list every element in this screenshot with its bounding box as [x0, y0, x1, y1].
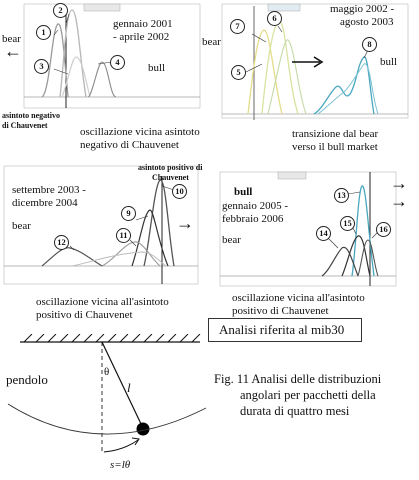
p4-period-line2: febbraio 2006: [222, 213, 284, 225]
p3-period-line1: settembre 2003 -: [12, 184, 86, 196]
marker-10: 10: [172, 184, 187, 199]
p3-period-line2: dicembre 2004: [12, 197, 78, 209]
marker-8: 8: [362, 37, 377, 52]
p4-bull-label: bull: [234, 186, 253, 198]
pendulum-label: pendolo: [6, 372, 48, 387]
marker-14: 14: [316, 226, 331, 241]
pendulum-bob: [137, 423, 150, 436]
marker-7: 7: [230, 19, 245, 34]
note-box: [208, 318, 362, 342]
p1-asymptote-line1: asintoto negativo: [2, 111, 60, 120]
p3-right-arrow: →: [176, 213, 194, 233]
marker-9: 9: [121, 206, 136, 221]
p3-caption-line1: oscillazione vicina all'asintoto: [36, 296, 169, 308]
p3-asymptote-line1: asintoto positivo di: [138, 163, 203, 172]
marker-3: 3: [34, 59, 49, 74]
p2-period-line1: maggio 2002 -: [330, 3, 395, 15]
marker-5: 5: [231, 65, 246, 80]
marker-15: 15: [340, 216, 355, 231]
theta-label: θ: [104, 366, 110, 378]
p1-bull-label: bull: [148, 62, 166, 74]
p1-period-line1: gennaio 2001: [113, 18, 173, 30]
p1-bear-label: bear: [2, 33, 21, 45]
p1-left-arrow: ←: [4, 41, 22, 61]
p4-caption-line2: positivo di Chauvenet: [232, 305, 329, 317]
figure-caption-line2: angolari per pacchetti della: [240, 388, 376, 402]
length-label: l: [127, 380, 131, 395]
p4-right-arrow-top: →: [390, 173, 408, 193]
p1-asymptote-line2: di Chauvenet: [2, 121, 48, 130]
marker-12: 12: [54, 235, 69, 250]
p2-caption-line1: transizione dal bear: [292, 128, 379, 140]
legend-box: [84, 4, 120, 11]
marker-2: 2: [53, 3, 68, 18]
figure-caption-line3: durata di quattro mesi: [240, 404, 350, 418]
arc-formula-label: s=lθ: [110, 459, 131, 471]
arc-length-arrow: [104, 440, 138, 452]
p3-asymptote-line2: Chauvenet: [152, 173, 189, 182]
p2-period-line2: agosto 2003: [340, 16, 394, 28]
p1-period-line2: - aprile 2002: [113, 31, 170, 43]
marker-11: 11: [116, 228, 131, 243]
marker-6: 6: [267, 11, 282, 26]
p2-caption-line2: verso il bull market: [292, 141, 378, 153]
marker-16: 16: [376, 222, 391, 237]
pendulum-rod: [102, 342, 142, 426]
note-box-text: Analisi riferita al mib30: [219, 322, 345, 337]
pendulum-diagram: [0, 334, 210, 474]
p4-period-line1: gennaio 2005 -: [222, 200, 288, 212]
marker-13: 13: [334, 188, 349, 203]
p1-caption-line2: negativo di Chauvenet: [80, 139, 179, 151]
ceiling-hatch: [24, 334, 200, 342]
p2-bear-label: bear: [202, 36, 221, 48]
p3-bear-label: bear: [12, 220, 31, 232]
p3-caption-line2: positivo di Chauvenet: [36, 309, 133, 321]
figure-caption-line1: Fig. 11 Analisi delle distribuzioni: [214, 372, 382, 386]
marker-1: 1: [36, 25, 51, 40]
p4-bear-label: bear: [222, 234, 241, 246]
swing-arc: [8, 404, 206, 434]
legend-box: [278, 172, 306, 179]
marker-4: 4: [110, 55, 125, 70]
p4-caption-line1: oscillazione vicina all'asintoto: [232, 292, 365, 304]
p2-bull-label: bull: [380, 56, 398, 68]
p4-right-arrow-bottom: →: [390, 191, 408, 211]
legend-box: [268, 4, 300, 11]
p1-caption-line1: oscillazione vicina asintoto: [80, 126, 200, 138]
